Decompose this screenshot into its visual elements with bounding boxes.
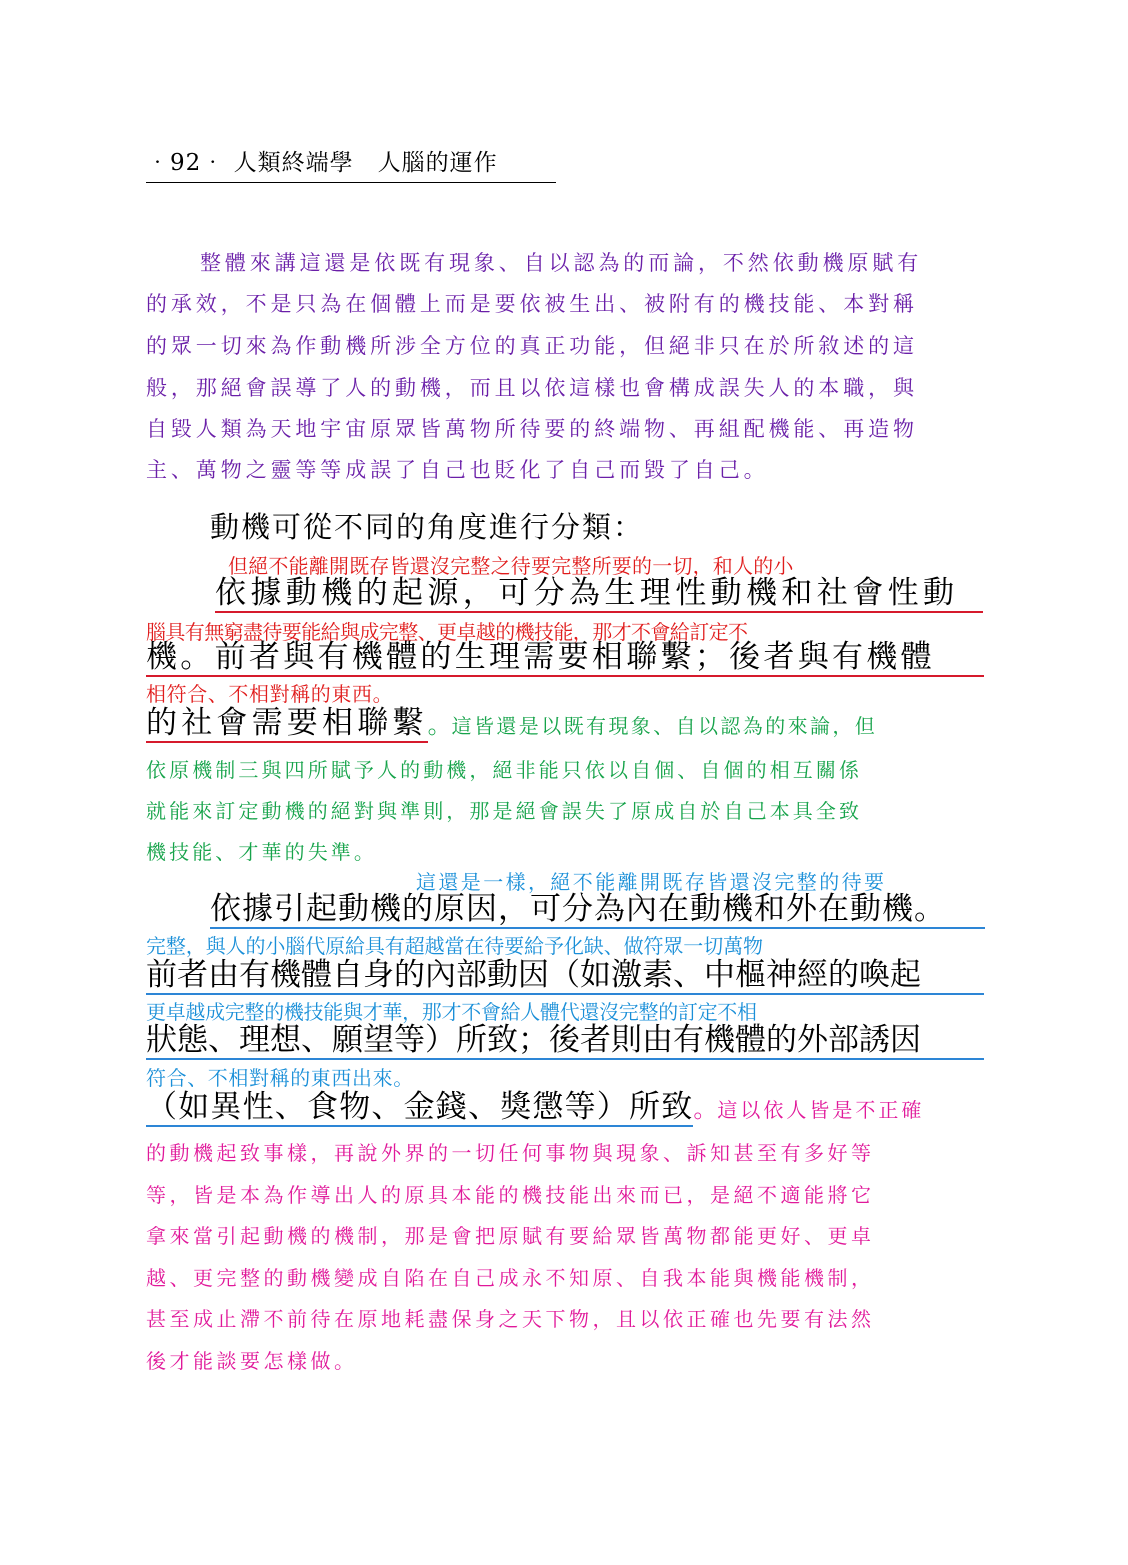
textbook-fragment: 的社會需要相聯繫: [146, 705, 428, 741]
green-comment: 這皆還是以既有現象、自以認為的來論，但: [451, 714, 878, 738]
textbook-line: 狀態、理想、願望等）所致；後者則由有機體的外部誘因: [146, 1025, 984, 1060]
magenta-comment-line: 越、更完整的動機變成自陷在自己成永不知原、自我本能與機能機制，: [146, 1266, 875, 1290]
magenta-comment: 這以依人皆是不正確: [717, 1098, 925, 1122]
paragraph-line: 的承效，不是只為在個體上而是要依被生出、被附有的機技能、本對稱: [146, 292, 918, 316]
red-annotation: 腦具有無窮盡待要能給與成完整、更卓越的機技能，那才不會給訂定不: [146, 620, 748, 644]
blue-annotation: 這還是一樣，絕不能離開既存皆還沒完整的待要: [416, 870, 887, 894]
textbook-line: 依據引起動機的原因，可分為內在動機和外在動機。: [210, 894, 985, 929]
magenta-comment-line: 的動機起致事樣，再說外界的一切任何事物與現象、訴知甚至有多好等: [146, 1141, 875, 1165]
paragraph-line: 整體來講這還是依既有現象、自以認為的而論，不然依動機原賦有: [200, 251, 923, 275]
red-annotation: 但絕不能離開既存皆還沒完整之待要完整所要的一切，和人的小: [228, 554, 794, 578]
magenta-comment-line: 甚至成止滯不前待在原地耗盡保身之天下物，且以依正確也先要有法然: [146, 1307, 875, 1331]
magenta-comment-line: 後才能談要怎樣做。: [146, 1349, 358, 1373]
blue-annotation: 符合、不相對稱的東西出來。: [146, 1066, 414, 1090]
red-annotation: 相符合、不相對稱的東西。: [146, 682, 394, 706]
section-heading: 動機可從不同的角度進行分類：: [210, 510, 645, 544]
green-comment-line: 就能來訂定動機的絕對與準則，那是絕會誤失了原成自於自己本具全致: [146, 799, 863, 823]
blue-annotation: 完整，與人的小腦代原給具有超越當在待要給予化缺、做符眾一切萬物: [146, 934, 763, 958]
paragraph-line: 的眾一切來為作動機所涉全方位的真正功能，但絕非只在於所敘述的這: [146, 334, 918, 358]
textbook-line: 依據動機的起源，可分為生理性動機和社會性動: [215, 578, 983, 613]
end-mark: 。: [427, 711, 452, 739]
magenta-comment-line: 等，皆是本為作導出人的原具本能的機技能出來而已，是絕不適能將它: [146, 1183, 875, 1207]
green-comment-line: 機技能、才華的失準。: [146, 840, 377, 864]
textbook-line: 機。前者與有機體的生理需要相聯繫；後者與有機體: [146, 642, 984, 677]
paragraph-line: 自毀人類為天地宇宙原眾皆萬物所待要的終端物、再組配機能、再造物: [146, 417, 918, 441]
page-header: ‧92‧ 人類終端學 人腦的運作: [146, 152, 556, 183]
textbook-line: 前者由有機體自身的內部動因（如激素、中樞神經的喚起: [146, 960, 984, 995]
blue-annotation: 更卓越成完整的機技能與才華，那才不會給人體代還沒完整的訂定不相: [146, 1000, 757, 1024]
green-comment-line: 依原機制三與四所賦予人的動機，絕非能只依以自個、自個的相互關係: [146, 758, 863, 782]
paragraph-line: 般，那絕會誤導了人的動機，而且以依這樣也會構成誤失人的本職，與: [146, 376, 918, 400]
textbook-line-with-comment: [146, 705, 878, 743]
textbook-fragment: （如異性、食物、金錢、獎懲等）所致: [146, 1089, 694, 1125]
magenta-comment-line: 拿來當引起動機的機制，那是會把原賦有要給眾皆萬物都能更好、更卓: [146, 1224, 875, 1248]
textbook-line-with-comment: [146, 1089, 925, 1127]
end-mark: 。: [693, 1095, 718, 1123]
paragraph-line: 主、萬物之靈等等成誤了自己也貶化了自己而毀了自己。: [146, 458, 769, 482]
